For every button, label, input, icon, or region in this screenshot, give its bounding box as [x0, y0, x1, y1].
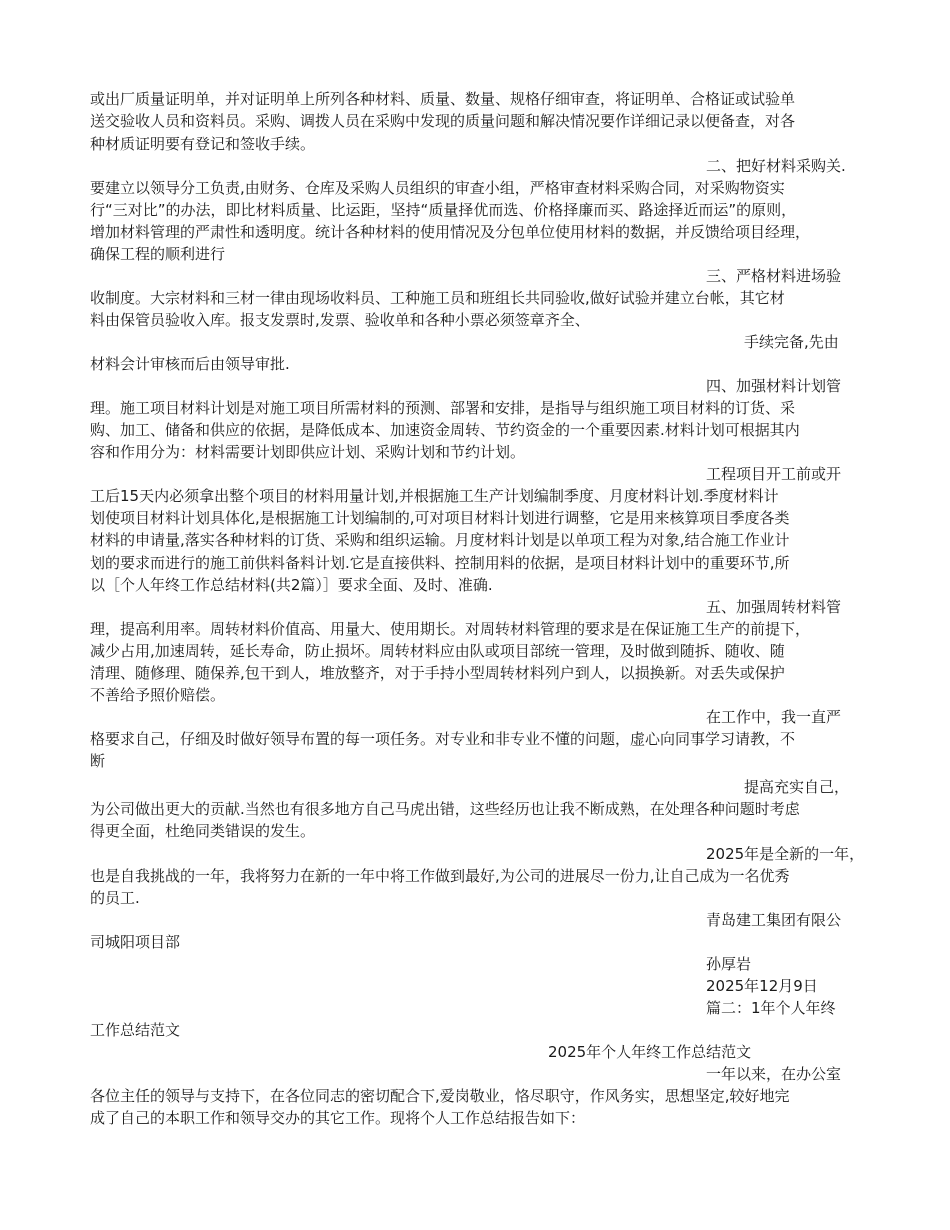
text-line: 确保工程的顺利进行: [90, 245, 226, 263]
text-line: 要建立以领导分工负责,由财务、仓库及采购人员组织的审查小组，严格审查材料采购合同，对采购物资实: [90, 179, 785, 197]
text-line: 材料会计审核而后由领导审批.: [90, 355, 290, 373]
text-line: 收制度。大宗材料和三材一律由现场收料员、工种施工员和班组长共同验收,做好试验并建立台帐，其它材: [90, 289, 785, 307]
section-title: 篇二：1年个人年终: [706, 999, 836, 1017]
text-line: 划使项目材料计划具体化,是根据施工计划编制的,可对项目材料计划进行调整，它是用来核算项目季度各类: [90, 509, 790, 527]
text-line: 清理、随修理、随保养,包干到人，堆放整齐，对于手持小型周转材料列户到人，以损换新。对丢失或保护: [90, 664, 785, 682]
text-line: 为公司做出更大的贡献.当然也有很多地方自己马虎出错，这些经历也让我不断成熟，在处理各种问题时考虑: [90, 800, 800, 818]
signature-date: 2025年12月9日: [706, 977, 818, 995]
section-title: 工作总结范文: [90, 1021, 181, 1039]
text-line: 工后15天内必须拿出整个项目的材料用量计划,并根据施工生产计划编制季度、月度材料计划.季度材料计: [90, 487, 779, 505]
text-line: 以［个人年终工作总结材料(共2篇）］要求全面、及时、准确.: [90, 576, 493, 594]
text-line: 提高充实自己，: [744, 778, 850, 796]
section-heading: 五、加强周转材料管: [706, 598, 842, 616]
text-line: 也是自我挑战的一年，我将努力在新的一年中将工作做到最好,为公司的进展尽一份力,让自己成为一名优秀: [90, 867, 790, 885]
text-line: 行“三对比”的办法，即比材料质量、比运距，坚持“质量择优而选、价格择廉而买、路途择近而运”的原则，: [90, 201, 797, 219]
text-line: 增加材料管理的严肃性和透明度。统计各种材料的使用情况及分包单位使用材料的数据，并反馈给项目经理，: [90, 223, 811, 241]
text-line: 得更全面，杜绝同类错误的发生。: [90, 822, 316, 840]
text-line: 断: [90, 752, 106, 770]
signature-name: 孙厚岩: [706, 955, 752, 973]
text-line: 2025年是全新的一年，: [706, 845, 865, 863]
text-line: 种材质证明要有登记和签收手续。: [90, 135, 316, 153]
text-line: 划的要求而进行的施工前供料备料计划.它是直接供料、控制用料的依据，是项目材料计划中的重要环节,所: [90, 554, 790, 572]
text-line: 购、加工、储备和供应的依据，是降低成本、加速资金周转、节约资金的一个重要因素.材料计划可根据其内: [90, 421, 800, 439]
text-line: 理，提高利用率。周转材料价值高、用量大、使用期长。对周转材料管理的要求是在保证施工生产的前提下，: [90, 620, 811, 638]
text-line: 各位主任的领导与支持下，在各位同志的密切配合下,爱岗敬业，恪尽职守，作风务实，思想坚定,较好地完: [90, 1087, 790, 1105]
text-line: 的员工.: [90, 889, 140, 907]
text-line: 不善给予照价赔偿。: [90, 686, 226, 704]
text-line: 一年以来，在办公室: [706, 1065, 842, 1083]
text-line: 在工作中，我一直严: [706, 708, 842, 726]
text-line: 材料的申请量,落实各种材料的订货、采购和组织运输。月度材料计划是以单项工程为对象,结合施工作业计: [90, 531, 790, 549]
signature-org: 司城阳项目部: [90, 933, 181, 951]
text-line: 手续完备,先由: [744, 333, 839, 351]
section-heading: 四、加强材料计划管: [706, 377, 842, 395]
section-heading: 三、严格材料进场验: [706, 267, 842, 285]
text-line: 料由保管员验收入库。报支发票时,发票、验收单和各种小票必须签章齐全、: [90, 311, 590, 329]
text-line: 工程项目开工前或开: [706, 465, 842, 483]
section-heading: 二、把好材料采购关.: [706, 157, 846, 175]
text-line: 格要求自己，仔细及时做好领导布置的每一项任务。对专业和非专业不懂的问题，虚心向同事学习请教，不: [90, 730, 796, 748]
text-line: 理。施工项目材料计划是对施工项目所需材料的预测、部署和安排，是指导与组织施工项目材料的订货、采: [90, 399, 796, 417]
text-line: 成了自己的本职工作和领导交办的其它工作。现将个人工作总结报告如下：: [90, 1109, 586, 1127]
text-line: 或出厂质量证明单，并对证明单上所列各种材料、质量、数量、规格仔细审查，将证明单、合格证或试验单: [90, 90, 796, 108]
text-line: 容和作用分为：材料需要计划即供应计划、采购计划和节约计划。: [90, 443, 526, 461]
text-line: 减少占用,加速周转，延长寿命，防止损坏。周转材料应由队或项目部统一管理，及时做到随拆、随收、随: [90, 642, 785, 660]
signature-org: 青岛建工集团有限公: [706, 911, 842, 929]
text-line: 送交验收人员和资料员。采购、调拨人员在采购中发现的质量问题和解决情况要作详细记录以便备查，对各: [90, 112, 796, 130]
document-title: 2025年个人年终工作总结范文: [548, 1043, 752, 1061]
